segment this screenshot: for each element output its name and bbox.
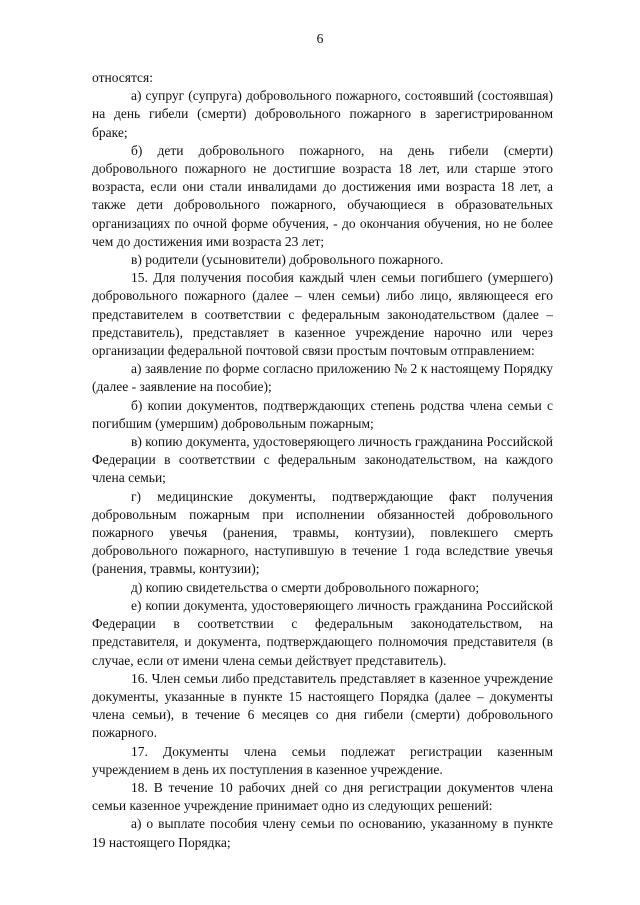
paragraph-clause-18-a: а) о выплате пособия члену семьи по основанию, указанному в пункте 19 настоящего Порядка; (92, 816, 553, 850)
paragraph-clause-17: 17. Документы члена семьи подлежат регистрации казенным учреждением в день их поступления в казенное учреждение. (92, 743, 553, 777)
paragraph-item-b-children: б) дети добровольного пожарного, на день гибели (смерти) добровольного пожарного не достигшие возраста 18 лет, или старше этого возраста, если они стали инвалидами до достижения ими возраста 18 лет, а также дети добровольного пожарного, обучающиеся в образовательных организациях по очной форме обучения, - до окончания обучения, но не более чем до достижения ими возраста 23 лет; (92, 142, 553, 249)
paragraph-clause-15-g: г) медицинские документы, подтверждающие факт получения добровольным пожарным при исполнении обязанностей добровольного пожарного увечья (ранения, травмы, контузии), повлекшего смерть добровольного пожарного, наступившую в течение 1 года вследствие увечья (ранения, травмы, контузии); (92, 488, 553, 577)
paragraph-clause-15-b: б) копии документов, подтверждающих степень родства члена семьи с погибшим (умершим) добровольным пожарным; (92, 397, 553, 431)
paragraph-clause-16: 16. Член семьи либо представитель представляет в казенное учреждение документы, указанные в пункте 15 настоящего Порядка (далее – документы члена семьи), в течение 6 месяцев со дня гибели (смерти) добровольного пожарного. (92, 670, 553, 741)
paragraph-item-a-spouse: а) супруг (супруга) добровольного пожарного, состоявший (состоявшая) на день гибели (смерти) добровольного пожарного в зарегистрированном браке; (92, 88, 553, 140)
paragraph-continuation: относятся: (92, 70, 154, 85)
paragraph-clause-18: 18. В течение 10 рабочих дней со дня регистрации документов члена семьи казенное учреждение принимает одно из следующих решений: (92, 779, 553, 814)
paragraph-clause-15-d: д) копию свидетельства о смерти добровольного пожарного; (131, 579, 480, 595)
paragraph-clause-15-e: е) копии документа, удостоверяющего личность гражданина Российской Федерации в соответствии с федеральным законодательством, на представителя, и документа, подтверждающего полномочия представителя (в случае, если от имени члена семьи действует представитель). (92, 597, 553, 668)
paragraph-clause-15-v: в) копию документа, удостоверяющего личность гражданина Российской Федерации в соответствии с федеральным законодательством, на каждого члена семьи; (92, 434, 553, 486)
paragraph-clause-15: 15. Для получения пособия каждый член семьи погибшего (умершего) добровольного пожарного (далее – член семьи) либо лицо, являющееся его представителем в соответствии с федеральным законодательством (далее – представитель), представляет в казенное учреждение нарочно или через организации федеральной почтовой связи простым почтовым отправлением: (92, 270, 553, 359)
document-body (92, 69, 553, 852)
page-number: 6 (316, 31, 324, 46)
paragraph-item-v-parents: в) родители (усыновители) добровольного пожарного. (131, 252, 444, 268)
paragraph-clause-15-a: а) заявление по форме согласно приложению № 2 к настоящему Порядку (далее - заявление на пособие); (92, 361, 553, 395)
